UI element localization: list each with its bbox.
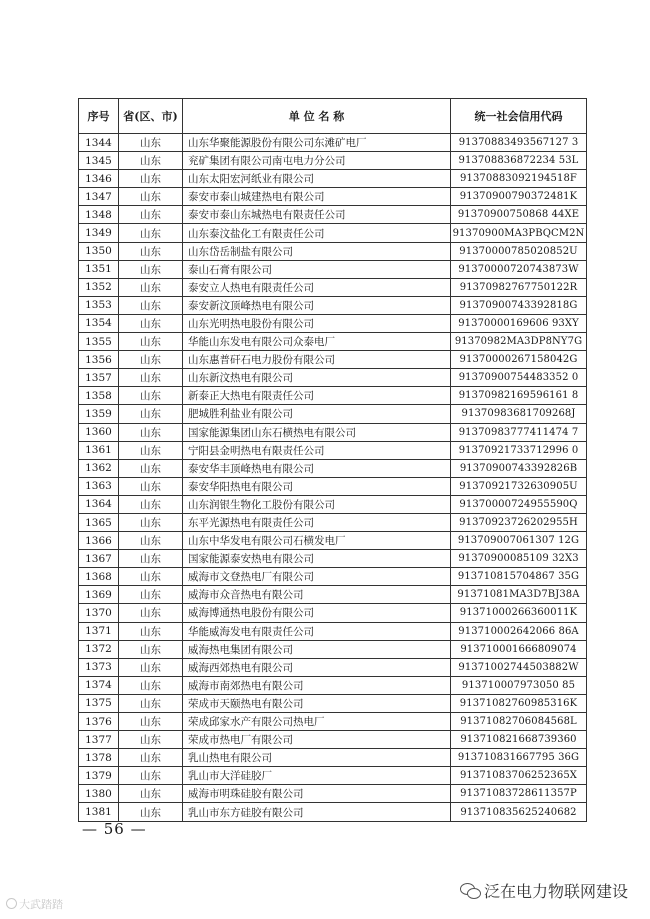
table-row	[79, 586, 587, 604]
row-index: 1348	[79, 206, 119, 224]
table-row	[79, 477, 587, 495]
row-credit-code: 91370900743392826B	[451, 459, 587, 477]
row-credit-code: 91370900750868 44XE	[451, 206, 587, 224]
row-index: 1361	[79, 441, 119, 459]
row-company-name: 荣成邱家水产有限公司热电厂	[183, 713, 451, 731]
row-credit-code: 91370921733712996 0	[451, 441, 587, 459]
table-row	[79, 513, 587, 531]
row-company-name: 山东惠普矸石电力股份有限公司	[183, 351, 451, 369]
row-index: 1355	[79, 333, 119, 351]
row-company-name: 泰山石膏有限公司	[183, 260, 451, 278]
logo-icon	[6, 898, 17, 909]
row-credit-code: 913710002642066 86A	[451, 622, 587, 640]
row-index: 1350	[79, 242, 119, 260]
row-company-name: 宁阳县金明热电有限责任公司	[183, 441, 451, 459]
row-province: 山东	[119, 622, 183, 640]
row-credit-code: 91370982169596161 8	[451, 387, 587, 405]
row-index: 1347	[79, 188, 119, 206]
watermark-right	[460, 879, 628, 902]
row-company-name: 泰安市泰山东城热电有限责任公司	[183, 206, 451, 224]
row-province: 山东	[119, 550, 183, 568]
table-row	[79, 731, 587, 749]
row-province: 山东	[119, 405, 183, 423]
row-index: 1364	[79, 495, 119, 513]
table-row	[79, 369, 587, 387]
table-row	[79, 622, 587, 640]
row-credit-code: 91370000720743873W	[451, 260, 587, 278]
page-number: — 56 —	[82, 820, 147, 838]
row-credit-code: 91370900743392818G	[451, 296, 587, 314]
table-row	[79, 333, 587, 351]
table-row	[79, 441, 587, 459]
table-row	[79, 550, 587, 568]
row-province: 山东	[119, 477, 183, 495]
table-row	[79, 459, 587, 477]
row-credit-code: 91370000169606 93XY	[451, 314, 587, 332]
table-row	[79, 224, 587, 242]
table-row	[79, 713, 587, 731]
header-credit-code: 统一社会信用代码	[451, 99, 587, 134]
row-company-name: 泰安立人热电有限责任公司	[183, 278, 451, 296]
row-province: 山东	[119, 296, 183, 314]
row-province: 山东	[119, 640, 183, 658]
row-province: 山东	[119, 568, 183, 586]
row-credit-code: 91370000267158042G	[451, 351, 587, 369]
row-company-name: 肥城胜利盐业有限公司	[183, 405, 451, 423]
row-province: 山东	[119, 749, 183, 767]
row-index: 1363	[79, 477, 119, 495]
table-row	[79, 206, 587, 224]
table-row	[79, 242, 587, 260]
row-company-name: 山东太阳宏河纸业有限公司	[183, 170, 451, 188]
watermark-right-text: 泛在电力物联网建设	[483, 882, 628, 901]
row-index: 1366	[79, 532, 119, 550]
row-company-name: 新泰正大热电有限责任公司	[183, 387, 451, 405]
row-index: 1358	[79, 387, 119, 405]
row-credit-code: 91371000266360011K	[451, 604, 587, 622]
table-header-row	[79, 99, 587, 134]
row-index: 1375	[79, 694, 119, 712]
row-province: 山东	[119, 459, 183, 477]
row-index: 1374	[79, 676, 119, 694]
row-province: 山东	[119, 333, 183, 351]
row-province: 山东	[119, 604, 183, 622]
row-credit-code: 913710831667795 36G	[451, 749, 587, 767]
row-credit-code: 91370883493567127 3	[451, 134, 587, 152]
header-province: 省(区、市)	[119, 99, 183, 134]
row-index: 1353	[79, 296, 119, 314]
row-index: 1349	[79, 224, 119, 242]
table-row	[79, 387, 587, 405]
row-credit-code: 91371081MA3D7BJ38A	[451, 586, 587, 604]
row-credit-code: 91370900085109 32X3	[451, 550, 587, 568]
row-credit-code: 91370921732630905U	[451, 477, 587, 495]
row-index: 1344	[79, 134, 119, 152]
table-row	[79, 568, 587, 586]
row-company-name: 山东中华发电有限公司石横发电厂	[183, 532, 451, 550]
table-row	[79, 767, 587, 785]
row-credit-code: 91371083728611357P	[451, 785, 587, 803]
table-row	[79, 260, 587, 278]
row-company-name: 华能山东发电有限公司众泰电厂	[183, 333, 451, 351]
header-index: 序号	[79, 99, 119, 134]
row-province: 山东	[119, 532, 183, 550]
row-credit-code: 91370923726202955H	[451, 513, 587, 531]
table-row	[79, 134, 587, 152]
row-index: 1365	[79, 513, 119, 531]
row-index: 1379	[79, 767, 119, 785]
row-index: 1377	[79, 731, 119, 749]
row-province: 山东	[119, 206, 183, 224]
row-credit-code: 91370982MA3DP8NY7G	[451, 333, 587, 351]
row-province: 山东	[119, 134, 183, 152]
row-company-name: 威海热电集团有限公司	[183, 640, 451, 658]
row-company-name: 乳山市大洋硅胶厂	[183, 767, 451, 785]
row-index: 1381	[79, 803, 119, 821]
row-province: 山东	[119, 513, 183, 531]
table-row	[79, 351, 587, 369]
row-credit-code: 91370900790372481K	[451, 188, 587, 206]
table-row	[79, 278, 587, 296]
row-credit-code: 91371083706252365X	[451, 767, 587, 785]
row-credit-code: 91370983777411474 7	[451, 423, 587, 441]
row-province: 山东	[119, 351, 183, 369]
row-province: 山东	[119, 152, 183, 170]
row-index: 1373	[79, 658, 119, 676]
watermark-left-text: 大武踏踏	[19, 898, 63, 911]
table-row	[79, 170, 587, 188]
table-row	[79, 803, 587, 821]
table-row	[79, 188, 587, 206]
row-company-name: 威海西郊热电有限公司	[183, 658, 451, 676]
row-company-name: 东平光源热电有限责任公司	[183, 513, 451, 531]
row-credit-code: 91370000785020852U	[451, 242, 587, 260]
enterprise-table	[78, 98, 587, 822]
row-index: 1345	[79, 152, 119, 170]
row-company-name: 荣成市天颐热电有限公司	[183, 694, 451, 712]
row-company-name: 山东润银生物化工股份有限公司	[183, 495, 451, 513]
row-index: 1368	[79, 568, 119, 586]
row-credit-code: 913710815704867 35G	[451, 568, 587, 586]
row-credit-code: 91371082706084568L	[451, 713, 587, 731]
table-row	[79, 658, 587, 676]
row-index: 1372	[79, 640, 119, 658]
row-credit-code: 91370000724955590Q	[451, 495, 587, 513]
row-province: 山东	[119, 586, 183, 604]
row-index: 1367	[79, 550, 119, 568]
row-index: 1346	[79, 170, 119, 188]
row-credit-code: 913710821668739360	[451, 731, 587, 749]
row-company-name: 威海市众音热电有限公司	[183, 586, 451, 604]
row-company-name: 泰安市泰山城建热电有限公司	[183, 188, 451, 206]
row-index: 1352	[79, 278, 119, 296]
row-province: 山东	[119, 785, 183, 803]
wechat-icon	[460, 883, 480, 899]
row-index: 1356	[79, 351, 119, 369]
row-index: 1351	[79, 260, 119, 278]
row-credit-code: 91371082760985316K	[451, 694, 587, 712]
row-credit-code: 91370900754483352 0	[451, 369, 587, 387]
row-company-name: 威海市明珠硅胶有限公司	[183, 785, 451, 803]
table-row	[79, 296, 587, 314]
row-province: 山东	[119, 694, 183, 712]
table-row	[79, 749, 587, 767]
row-credit-code: 91370900MA3PBQCM2N	[451, 224, 587, 242]
row-index: 1360	[79, 423, 119, 441]
table-row	[79, 423, 587, 441]
table-row	[79, 495, 587, 513]
table-row	[79, 694, 587, 712]
row-index: 1370	[79, 604, 119, 622]
row-province: 山东	[119, 423, 183, 441]
table-row	[79, 532, 587, 550]
row-index: 1357	[79, 369, 119, 387]
table-row	[79, 604, 587, 622]
header-company-name: 单 位 名 称	[183, 99, 451, 134]
row-company-name: 威海博通热电股份有限公司	[183, 604, 451, 622]
row-index: 1359	[79, 405, 119, 423]
table-row	[79, 405, 587, 423]
row-company-name: 威海市文登热电厂有限公司	[183, 568, 451, 586]
row-company-name: 乳山热电有限公司	[183, 749, 451, 767]
row-credit-code: 913710835625240682	[451, 803, 587, 821]
row-company-name: 泰安华阳热电有限公司	[183, 477, 451, 495]
row-credit-code: 91370982767750122R	[451, 278, 587, 296]
row-company-name: 山东华聚能源股份有限公司东滩矿电厂	[183, 134, 451, 152]
row-province: 山东	[119, 314, 183, 332]
table-row	[79, 640, 587, 658]
row-credit-code: 91370983681709268J	[451, 405, 587, 423]
row-province: 山东	[119, 387, 183, 405]
watermark-left	[6, 896, 63, 912]
row-company-name: 威海市南郊热电有限公司	[183, 676, 451, 694]
table-row	[79, 314, 587, 332]
row-credit-code: 91370883092194518F	[451, 170, 587, 188]
row-credit-code: 913710007973050 85	[451, 676, 587, 694]
row-credit-code: 913708836872234 53L	[451, 152, 587, 170]
row-province: 山东	[119, 170, 183, 188]
row-company-name: 山东岱岳制盐有限公司	[183, 242, 451, 260]
row-company-name: 兖矿集团有限公司南屯电力分公司	[183, 152, 451, 170]
row-province: 山东	[119, 224, 183, 242]
row-credit-code: 913710001666809074	[451, 640, 587, 658]
row-province: 山东	[119, 803, 183, 821]
row-company-name: 乳山市东方硅胶有限公司	[183, 803, 451, 821]
row-province: 山东	[119, 369, 183, 387]
row-company-name: 国家能源集团山东石横热电有限公司	[183, 423, 451, 441]
row-index: 1380	[79, 785, 119, 803]
table-row	[79, 785, 587, 803]
row-company-name: 荣成市热电厂有限公司	[183, 731, 451, 749]
row-province: 山东	[119, 676, 183, 694]
row-province: 山东	[119, 278, 183, 296]
row-index: 1369	[79, 586, 119, 604]
row-province: 山东	[119, 713, 183, 731]
row-company-name: 山东光明热电股份有限公司	[183, 314, 451, 332]
row-company-name: 国家能源泰安热电有限公司	[183, 550, 451, 568]
row-company-name: 泰安新汶顶峰热电有限公司	[183, 296, 451, 314]
row-company-name: 山东泰汶盐化工有限责任公司	[183, 224, 451, 242]
row-province: 山东	[119, 767, 183, 785]
row-index: 1354	[79, 314, 119, 332]
row-company-name: 华能威海发电有限责任公司	[183, 622, 451, 640]
row-company-name: 山东新汶热电有限公司	[183, 369, 451, 387]
row-index: 1362	[79, 459, 119, 477]
row-province: 山东	[119, 242, 183, 260]
row-credit-code: 91371002744503882W	[451, 658, 587, 676]
row-index: 1376	[79, 713, 119, 731]
row-province: 山东	[119, 441, 183, 459]
row-province: 山东	[119, 658, 183, 676]
table-row	[79, 676, 587, 694]
row-province: 山东	[119, 731, 183, 749]
row-company-name: 泰安华丰顶峰热电有限公司	[183, 459, 451, 477]
row-index: 1378	[79, 749, 119, 767]
row-credit-code: 913709007061307 12G	[451, 532, 587, 550]
row-province: 山东	[119, 188, 183, 206]
table-row	[79, 152, 587, 170]
row-province: 山东	[119, 495, 183, 513]
row-index: 1371	[79, 622, 119, 640]
row-province: 山东	[119, 260, 183, 278]
